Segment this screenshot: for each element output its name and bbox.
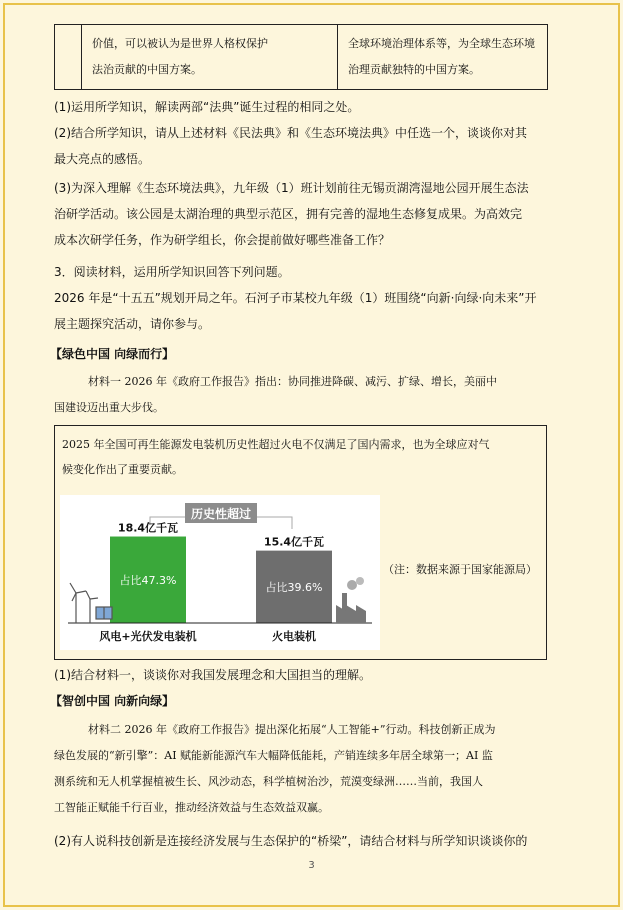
material-1: 材料一 2026 年《政府工作报告》指出：协同推进降碳、减污、扩绿、增长，美丽中: [88, 375, 497, 388]
chart-title: 历史性超过: [190, 507, 252, 521]
section3-heading: 3．阅读材料，运用所学知识回答下列问题。: [54, 265, 290, 279]
bars-group: [99, 521, 332, 643]
chart-panel: [60, 495, 380, 650]
category-label: 风电+光伏发电装机: [99, 630, 197, 643]
material-2-cont: 测系统和无人机掌握植被生长、风沙动态，科学植树治沙，荒漠变绿洲……当前，我国人: [54, 775, 483, 788]
question-p2: (2)有人说科技创新是连接经济发展与生态保护的“桥梁”，请结合材料与所学知识谈谈你的: [54, 834, 528, 848]
question-3: (3)为深入理解《生态环境法典》，九年级（1）班计划前往无锡贡湖湾湿地公园开展生态法: [54, 181, 529, 195]
bar-value-label: 18.4亿千瓦: [117, 521, 179, 535]
part1-title: 【绿色中国 向绿而行】: [50, 347, 175, 361]
question-3-cont: 成本次研学任务，作为研学组长，你会提前做好哪些准备工作？: [54, 233, 391, 247]
part2-title: 【智创中国 向新向绿】: [50, 694, 175, 708]
bar-share-label: 占比47.3%: [119, 573, 177, 587]
chart-note: （注：数据来源于国家能源局）: [383, 563, 537, 576]
table-cell-empty: [55, 25, 82, 89]
page-number: 3: [308, 860, 315, 871]
material-2-cont: 工智能正赋能千行百业，推动经济效益与生态效益双赢。: [54, 801, 329, 814]
section3-intro: 2026 年是“十五五”规划开局之年。石河子市某校九年级（1）班围绕“向新·向绿·向未来”开: [54, 291, 537, 305]
section3-intro-cont: 展主题探究活动，请你参与。: [54, 317, 211, 331]
question-2-cont: 最大亮点的感悟。: [54, 152, 151, 166]
table-cell-line: 法治贡献的中国方案。: [92, 63, 202, 76]
category-label: 火电装机: [272, 630, 316, 643]
question-3-cont: 治研学活动。该公园是太湖治理的典型示范区，拥有完善的湿地生态修复成果。为高效完: [54, 207, 523, 221]
table-cell-line: 治理贡献独特的中国方案。: [348, 63, 480, 76]
question-2: (2)结合所学知识，请从上述材料《民法典》和《生态环境法典》中任选一个，谈谈你对其: [54, 126, 528, 140]
table-cell-line: 全球环境治理体系等，为全球生态环境: [348, 37, 535, 50]
material-1-cont: 国建设迈出重大步伐。: [54, 401, 164, 414]
bar-value-label: 15.4亿千瓦: [263, 535, 325, 549]
bar-share-label: 占比39.6%: [265, 580, 323, 594]
material-2-cont: 绿色发展的“新引擎”：AI 赋能新能源汽车大幅降低能耗，产销连续多年居全球第一；AI 监: [54, 749, 493, 762]
table-cell-line: 价值，可以被认为是世界人格权保护: [92, 37, 268, 50]
box-text-cont: 候变化作出了重要贡献。: [62, 463, 183, 476]
box-text: 2025 年全国可再生能源发电装机历史性超过火电不仅满足了国内需求，也为全球应对气: [62, 438, 490, 451]
question-p1: (1)结合材料一，谈谈你对我国发展理念和大国担当的理解。: [54, 668, 372, 682]
capacity-chart: [60, 495, 380, 650]
wind-solar-icon: [70, 583, 112, 623]
top-table: [54, 24, 548, 90]
material-2: 材料二 2026 年《政府工作报告》提出深化拓展“人工智能+”行动。科技创新正成为: [88, 723, 496, 736]
question-1: (1)运用所学知识，解读两部“法典”诞生过程的相同之处。: [54, 100, 360, 114]
factory-icon: [336, 577, 366, 623]
table-cell-right: [338, 25, 548, 89]
table-cell-left: [82, 25, 338, 89]
chart-bracket-right: [257, 517, 292, 529]
